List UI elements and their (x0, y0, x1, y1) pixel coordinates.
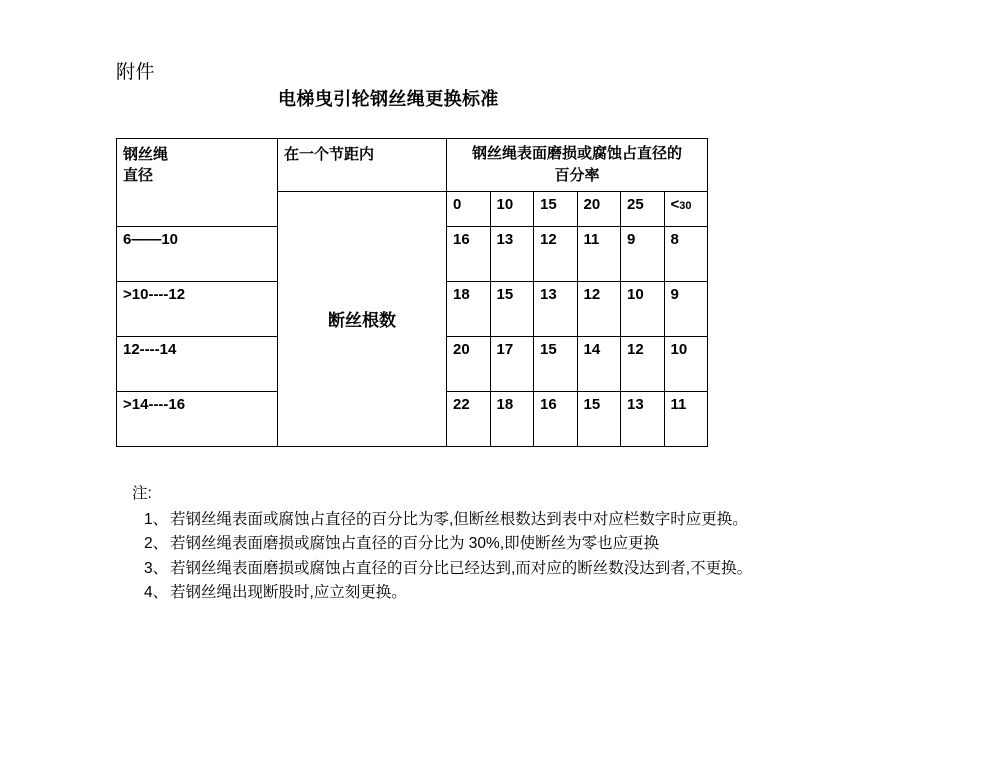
pct-col-header-15: 15 (534, 191, 578, 226)
note-marker: 4、 (144, 584, 169, 602)
pct-col-header-0: 0 (447, 191, 491, 226)
cell-value: 15 (534, 336, 578, 391)
cell-value: 14 (577, 336, 621, 391)
note-text: 若钢丝绳表面磨损或腐蚀占直径的百分比已经达到,而对应的断丝数没达到者,不更换。 (170, 559, 753, 577)
list-item (132, 508, 892, 532)
cell-value: 11 (664, 391, 708, 446)
header-cell-diameter (117, 139, 278, 227)
cell-value: 20 (447, 336, 491, 391)
header-percentage-line2: 百分率 (554, 166, 600, 184)
cell-value: 12 (577, 281, 621, 336)
cell-value: 16 (447, 226, 491, 281)
cell-value: 8 (664, 226, 708, 281)
cell-value: 13 (621, 391, 665, 446)
replacement-standard-table (116, 138, 708, 447)
header-percentage-line1: 钢丝绳表面磨损或腐蚀占直径的 (471, 145, 682, 162)
cell-value: 22 (447, 391, 491, 446)
cell-value: 12 (534, 226, 578, 281)
note-marker: 2、 (144, 535, 169, 553)
table-header-row (117, 139, 708, 192)
header-cell-pitch: 在一个节距内 (278, 139, 447, 192)
notes-heading: 注: (132, 485, 152, 502)
cell-diameter-range: 6——10 (117, 226, 278, 281)
pct-col-header-10: 10 (490, 191, 534, 226)
cell-value: 18 (490, 391, 534, 446)
list-item (132, 532, 892, 556)
cell-diameter-range: >14----16 (117, 391, 278, 446)
cell-diameter-range: 12----14 (117, 336, 278, 391)
page-title: 电梯曳引轮钢丝绳更换标准 (278, 89, 499, 109)
note-marker: 1、 (144, 510, 169, 528)
cell-value: 12 (621, 336, 665, 391)
note-text: 若钢丝绳出现断股时,应立刻更换。 (170, 584, 407, 602)
cell-value: 9 (664, 281, 708, 336)
pct-col-header-20: 20 (577, 191, 621, 226)
header-cell-percentage (447, 139, 708, 192)
pct-col-header-25: 25 (621, 191, 665, 226)
header-diameter-line2: 直径 (123, 167, 154, 184)
cell-value: 15 (577, 391, 621, 446)
attachment-label: 附件 (116, 62, 156, 83)
cell-value: 17 (490, 336, 534, 391)
lt30-value: 30 (679, 199, 692, 212)
cell-value: 16 (534, 391, 578, 446)
cell-value: 18 (447, 281, 491, 336)
cell-pitch-label: 断丝根数 (278, 191, 447, 446)
cell-value: 10 (621, 281, 665, 336)
note-text: 若钢丝绳表面磨损或腐蚀占直径的百分比为 30%,即使断丝为零也应更换 (170, 535, 660, 553)
notes-section (132, 482, 892, 606)
pct-col-header-lt30 (664, 191, 708, 226)
cell-value: 15 (490, 281, 534, 336)
cell-value: 9 (621, 226, 665, 281)
cell-value: 13 (534, 281, 578, 336)
list-item (132, 581, 892, 605)
cell-value: 11 (577, 226, 621, 281)
list-item (132, 557, 892, 581)
cell-value: 13 (490, 226, 534, 281)
lt-sign: < (670, 195, 680, 213)
note-text: 若钢丝绳表面或腐蚀占直径的百分比为零,但断丝根数达到表中对应栏数字时应更换。 (170, 510, 748, 528)
cell-diameter-range: >10----12 (117, 281, 278, 336)
header-diameter-line1: 钢丝绳 (123, 146, 169, 163)
cell-value: 10 (664, 336, 708, 391)
note-marker: 3、 (144, 559, 169, 577)
notes-list (132, 508, 892, 605)
